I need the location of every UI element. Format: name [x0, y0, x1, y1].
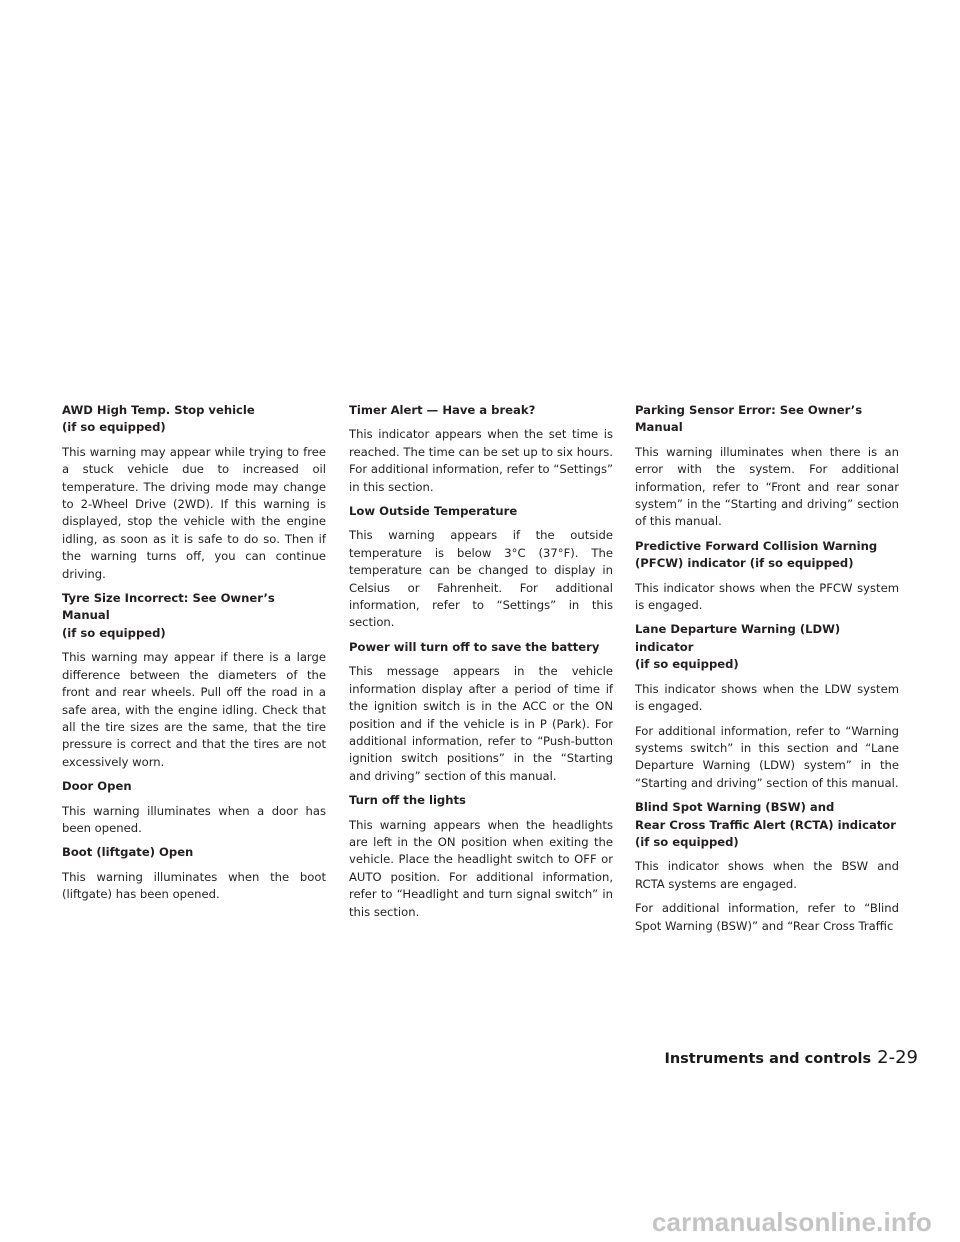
section-heading-line: (if so equipped): [635, 657, 739, 672]
section-heading: [349, 402, 613, 419]
footer-section-title: Instruments and controls: [664, 1051, 872, 1067]
body-paragraph: This warning may appear while trying to free a stuck vehicle due to increased oil temperature. The driving mode may change to 2-Wheel Drive (2WD). If this warning is displayed, stop the vehicle with the engine idling, as soon as it is safe to do so. Then if the warning turns off, you can continue driving.: [62, 444, 326, 581]
section-heading-line: Parking Sensor Error: See Owner’s Manual: [635, 403, 863, 435]
column-1: [62, 402, 326, 911]
section-heading: [349, 792, 613, 809]
body-paragraph: This warning illuminates when a door has been opened.: [62, 803, 326, 835]
section-heading-line: Lane Departure Warning (LDW) indicator: [635, 622, 841, 654]
body-paragraph: This indicator appears when the set time is reached. The time can be set up to six hours. For additional information, refer to “Settings” in this section.: [349, 427, 613, 494]
column-3: [635, 402, 899, 942]
section-heading-line: (PFCW) indicator (if so equipped): [635, 556, 854, 571]
body-paragraph: This warning appears when the headlights are left in the ON position when exiting the vehicle. Place the headlight switch to OFF or AUTO position. For additional information, refer to “Headlight and turn signal switch” in this section.: [349, 817, 613, 919]
body-paragraph: This indicator shows when the LDW system is engaged.: [635, 681, 899, 714]
section-heading: [349, 503, 613, 520]
body-paragraph: This warning appears if the outside temperature is below 3°C (37°F). The temperature can be changed to display in Celsius or Fahrenheit. For additional information, refer to “Settings” in this section.: [349, 528, 613, 630]
section-heading-line: Boot (liftgate) Open: [62, 845, 194, 860]
section-heading: [62, 844, 326, 861]
section-heading: [62, 590, 326, 642]
section-heading-line: Rear Cross Traffic Alert (RCTA) indicator: [635, 817, 896, 832]
body-paragraph: This indicator shows when the PFCW system is engaged.: [635, 580, 899, 613]
section-heading-line: AWD High Temp. Stop vehicle: [62, 403, 255, 417]
body-paragraph: For additional information, refer to “Blind Spot Warning (BSW)” and “Rear Cross Traffic: [635, 901, 899, 933]
section-heading: [349, 639, 613, 656]
body-paragraph: For additional information, refer to “Warning systems switch” in this section and “Lane Departure Warning (LDW) system” in the “Starting and driving” section of this manual.: [635, 723, 899, 790]
section-heading: [635, 538, 899, 573]
section-heading-line: Turn off the lights: [349, 793, 466, 808]
section-heading-line: Blind Spot Warning (BSW) and: [635, 800, 835, 815]
section-heading-line: Tyre Size Incorrect: See Owner’s Manual: [62, 591, 275, 623]
watermark: carmanualsonline.info: [651, 1207, 932, 1237]
body-paragraph: This message appears in the vehicle information display after a period of time if the ignition switch is in the ACC or the ON position and if the vehicle is in P (Park). For additional information, refer to “Push-button ignition switch positions” in the “Starting and driving” section of this manual.: [349, 664, 613, 783]
section-heading-line: Timer Alert — Have a break?: [349, 403, 536, 417]
section-heading-line: (if so equipped): [62, 625, 166, 640]
section-heading-line: Power will turn off to save the battery: [349, 639, 600, 654]
body-paragraph: This warning illuminates when the boot (liftgate) has been opened.: [62, 869, 326, 902]
section-heading: [62, 402, 326, 437]
section-heading-line: (if so equipped): [62, 420, 166, 435]
column-2: [349, 402, 613, 928]
body-paragraph: This warning illuminates when there is an error with the system. For additional information, refer to “Front and rear sonar system” in the “Starting and driving” section of this manual.: [635, 444, 899, 529]
section-heading-line: Door Open: [62, 779, 132, 794]
body-paragraph: This warning may appear if there is a large difference between the diameters of the front and rear wheels. Pull off the road in a safe area, with the engine idling. Check that all the tire sizes are the same, that the tire pressure is correct and that the tires are not excessively worn.: [62, 650, 326, 769]
section-heading: [62, 778, 326, 795]
page-footer: [664, 1047, 918, 1068]
section-heading: [635, 799, 899, 851]
section-heading: [635, 621, 899, 673]
footer-page-number: 2-29: [877, 1047, 918, 1068]
section-heading: [635, 402, 899, 437]
section-heading-line: (if so equipped): [635, 834, 739, 849]
body-paragraph: This indicator shows when the BSW and RCTA systems are engaged.: [635, 859, 899, 891]
section-heading-line: Low Outside Temperature: [349, 504, 518, 519]
section-heading-line: Predictive Forward Collision Warning: [635, 538, 878, 553]
